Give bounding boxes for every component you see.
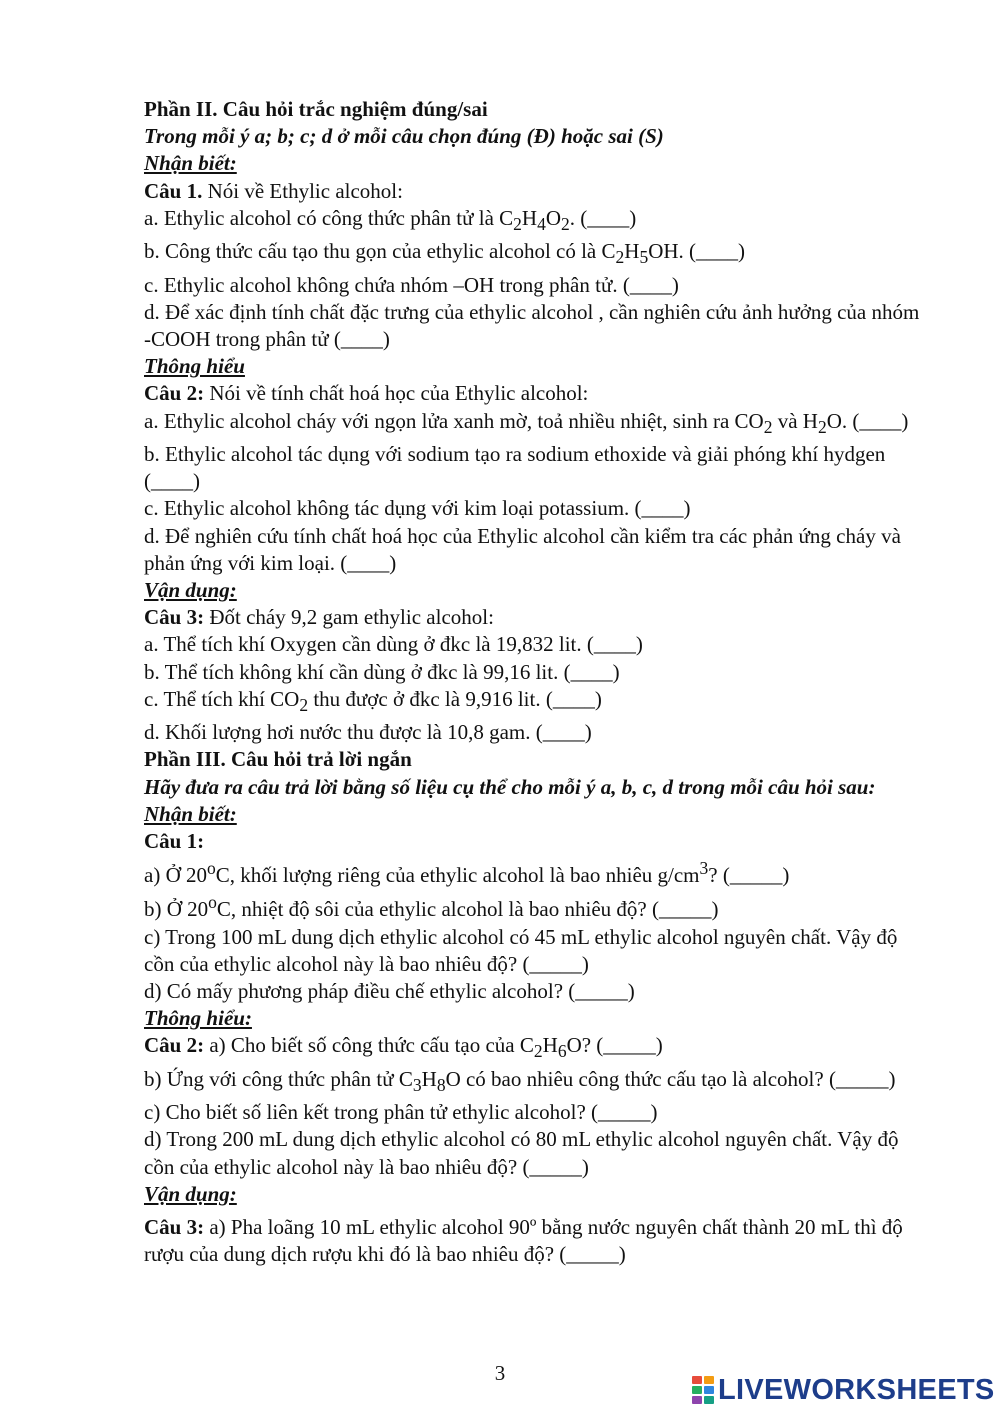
liveworksheets-icon bbox=[692, 1376, 714, 1404]
question-2: Câu 2: Nói về tính chất hoá học của Ethylic alcohol: bbox=[144, 381, 589, 406]
statement-1a: a. Ethylic alcohol có công thức phân tử là $C_2H_4O_2$. (____) bbox=[144, 205, 637, 234]
level-comprehension: Thông hiểu bbox=[144, 354, 245, 379]
level-recognition: Nhận biết: bbox=[144, 801, 237, 826]
level-application: Vận dụng: bbox=[144, 578, 237, 603]
short-question-2c: c) Cho biết số liên kết trong phân tử ethylic alcohol? (_____) bbox=[144, 1100, 658, 1125]
statement-3d: d. Khối lượng hơi nước thu được là 10,8 gam. (____) bbox=[144, 720, 592, 745]
statement-2d: d. Để nghiên cứu tính chất hoá học của Ethylic alcohol cần kiểm tra các phản ứng cháy và phản ứng với kim loại. (____) bbox=[144, 523, 901, 575]
part2-title: Phần II. Câu hỏi trắc nghiệm đúng/sai bbox=[144, 97, 488, 121]
question-label: Câu 3: bbox=[144, 1215, 205, 1240]
part3-title: Phần III. Câu hỏi trả lời ngắn bbox=[144, 747, 412, 772]
statement-3c: c. Thể tích khí $CO_2$ thu được ở đkc là 9,916 lit. (____) bbox=[144, 686, 602, 716]
question-1-label: Câu 1: bbox=[144, 829, 205, 854]
short-question-1a: a) Ở 20$^o$C, khối lượng riêng của ethylic alcohol là bao nhiêu $g/cm^3$? (_____) bbox=[144, 858, 790, 888]
statement-3b: b. Thể tích không khí cần dùng ở đkc là 99,16 lit. (____) bbox=[144, 659, 620, 684]
short-question-2a: Câu 2: a) Cho biết số công thức cấu tạo của $C_2H_6O$? (_____) bbox=[144, 1033, 663, 1062]
statement-1d: d. Để xác định tính chất đặc trưng của ethylic alcohol , cần nghiên cứu ảnh hưởng của nhóm -COOH trong phân tử (____) bbox=[144, 299, 920, 351]
statement-2a: a. Ethylic alcohol cháy với ngọn lửa xanh mờ, toả nhiều nhiệt, sinh ra $CO_2$ và $H_2O$. (____) bbox=[144, 408, 909, 437]
logo-text: LIVEWORKSHEETS bbox=[718, 1373, 995, 1406]
question-1: Câu 1. Nói về Ethylic alcohol: bbox=[144, 178, 403, 203]
statement-1c: c. Ethylic alcohol không chứa nhóm –OH trong phân tử. (____) bbox=[144, 272, 679, 297]
question-3: Câu 3: Đốt cháy 9,2 gam ethylic alcohol: bbox=[144, 605, 494, 630]
part2-instruction: Trong mỗi ý a; b; c; d ở mỗi câu chọn đúng (Đ) hoặc sai (S) bbox=[144, 124, 664, 149]
statement-1b: b. Công thức cấu tạo thu gọn của ethylic alcohol có là $C_2H_5OH$. (____) bbox=[144, 239, 746, 268]
question-label: Câu 2: bbox=[144, 381, 205, 406]
statement-2b: b. Ethylic alcohol tác dụng với sodium tạo ra sodium ethoxide và giải phóng khí hydgen (____) bbox=[144, 442, 886, 494]
short-question-3a: Câu 3: a) Pha loãng 10 mL ethylic alcohol 90º bằng nước nguyên chất thành 20 mL thì độ rượu của dung dịch rượu khi đó là bao nhiêu độ? (_____) bbox=[144, 1215, 903, 1267]
page-number: 3 bbox=[494, 1361, 506, 1385]
liveworksheets-logo bbox=[692, 1372, 995, 1408]
statement-3a: a. Thể tích khí Oxygen cần dùng ở đkc là 19,832 lit. (____) bbox=[144, 632, 643, 657]
part3-instruction: Hãy đưa ra câu trả lời bằng số liệu cụ thể cho mỗi ý a, b, c, d trong mỗi câu hỏi sau: bbox=[144, 774, 876, 799]
level-comprehension: Thông hiểu: bbox=[144, 1006, 252, 1031]
short-question-1b: b) Ở 20$^o$C, nhiệt độ sôi của ethylic alcohol là bao nhiêu độ? (_____) bbox=[144, 892, 719, 922]
question-label: Câu 1. bbox=[144, 178, 203, 203]
question-label: Câu 2: bbox=[144, 1033, 205, 1058]
short-question-1d: d) Có mấy phương pháp điều chế ethylic alcohol? (_____) bbox=[144, 979, 635, 1004]
statement-2c: c. Ethylic alcohol không tác dụng với kim loại potassium. (____) bbox=[144, 496, 691, 521]
level-application: Vận dụng: bbox=[144, 1181, 237, 1206]
short-question-2b: b) Ứng với công thức phân tử $C_3H_8O$ có bao nhiêu công thức cấu tạo là alcohol? (_____) bbox=[144, 1066, 896, 1096]
worksheet-page bbox=[144, 96, 924, 1268]
short-question-2d: d) Trong 200 mL dung dịch ethylic alcohol có 80 mL ethylic alcohol nguyên chất. Vậy độ cồn của ethylic alcohol này là bao nhiêu độ? (_____) bbox=[144, 1127, 899, 1179]
level-recognition: Nhận biết: bbox=[144, 151, 237, 176]
short-question-1c: c) Trong 100 mL dung dịch ethylic alcohol có 45 mL ethylic alcohol nguyên chất. Vậy độ cồn của ethylic alcohol này là bao nhiêu độ? (_____) bbox=[144, 924, 898, 976]
question-label: Câu 3: bbox=[144, 605, 205, 630]
